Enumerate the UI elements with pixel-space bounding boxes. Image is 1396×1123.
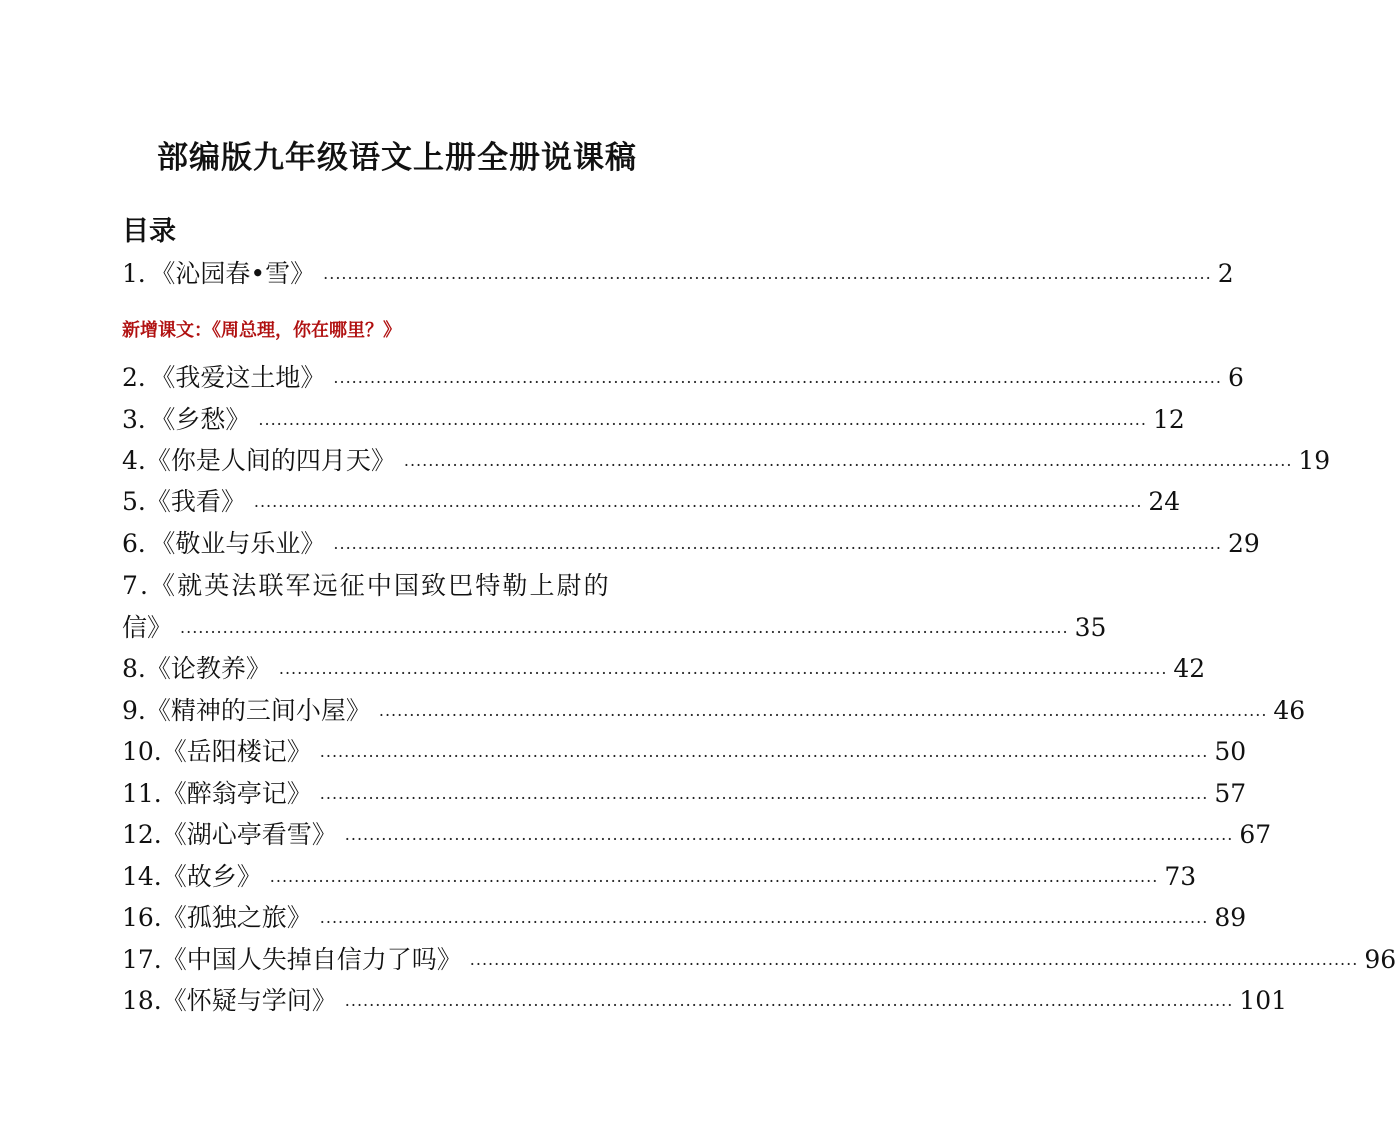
toc-entry[interactable] <box>122 400 1185 440</box>
toc-entry-label: 9.《精神的三间小屋》 <box>122 696 371 725</box>
toc-entry-page: 96 <box>1364 945 1396 974</box>
toc-entry[interactable] <box>122 254 1234 294</box>
new-text-note: 新增课文：《周总理，你在哪里？》 <box>122 320 401 341</box>
toc-leader-dots: .................................................................................................................................................. <box>333 368 1222 387</box>
toc-entry-page: 35 <box>1074 613 1107 642</box>
toc-entry-label: 14.《故乡》 <box>122 862 262 891</box>
toc-leader-dots: .................................................................................................................................................. <box>319 742 1209 761</box>
toc-entry[interactable] <box>122 691 1306 731</box>
toc-entry-page: 57 <box>1214 779 1247 808</box>
toc-entry-page: 50 <box>1214 737 1247 766</box>
toc-leader-dots: .................................................................................................................................................. <box>180 618 1069 637</box>
toc-entry-label: 18.《怀疑与学问》 <box>122 986 337 1015</box>
toc-leader-dots: .................................................................................................................................................. <box>344 825 1234 844</box>
toc-leader-dots: .................................................................................................................................................. <box>323 264 1212 283</box>
toc-entry-label: 12.《湖心亭看雪》 <box>122 820 337 849</box>
toc-entry[interactable] <box>122 898 1247 938</box>
toc-entry[interactable] <box>122 774 1247 814</box>
toc-leader-dots: .................................................................................................................................................. <box>378 701 1268 720</box>
toc-entry-label: 5.《我看》 <box>122 487 246 516</box>
toc-entry[interactable] <box>122 649 1206 689</box>
toc-leader-dots: .................................................................................................................................................. <box>319 784 1209 803</box>
toc-leader-dots: .................................................................................................................................................. <box>253 492 1143 511</box>
toc-leader-dots: .................................................................................................................................................. <box>319 908 1209 927</box>
toc-leader-dots: .................................................................................................................................................. <box>333 534 1222 553</box>
toc-entry-label: 信》 <box>122 613 173 642</box>
toc-entry-label: 16.《孤独之旅》 <box>122 903 312 932</box>
toc-entry[interactable] <box>122 981 1288 1021</box>
toc-entry-page: 73 <box>1164 862 1197 891</box>
toc-leader-dots: .................................................................................................................................................. <box>258 410 1147 429</box>
toc-entry-label: 8.《论教养》 <box>122 654 271 683</box>
toc-entry[interactable] <box>122 482 1181 522</box>
toc-entry-page: 29 <box>1227 529 1260 558</box>
toc-leader-dots: .................................................................................................................................................. <box>269 867 1159 886</box>
toc-entry-page: 67 <box>1239 820 1272 849</box>
document-title: 部编版九年级语文上册全册说课稿 <box>157 140 637 176</box>
toc-entry[interactable] <box>122 940 1396 980</box>
toc-leader-dots: .................................................................................................................................................. <box>278 659 1168 678</box>
toc-entry[interactable] <box>122 608 1107 648</box>
toc-entry[interactable] <box>122 732 1247 772</box>
toc-entry-label: 10.《岳阳楼记》 <box>122 737 312 766</box>
toc-leader-dots: .................................................................................................................................................. <box>344 991 1234 1010</box>
toc-entry-page: 19 <box>1298 446 1331 475</box>
toc-entry[interactable] <box>122 815 1272 855</box>
toc-entry-page: 6 <box>1227 363 1244 392</box>
toc-entry-page: 46 <box>1273 696 1306 725</box>
toc-entry-page: 24 <box>1148 487 1181 516</box>
toc-entry-label: 6．《敬业与乐业》 <box>122 529 326 558</box>
toc-entry[interactable] <box>122 524 1260 564</box>
toc-entry-page: 12 <box>1152 405 1185 434</box>
toc-entry-label: 3．《乡愁》 <box>122 405 251 434</box>
toc-leader-dots: .................................................................................................................................................. <box>403 451 1293 470</box>
toc-entry[interactable] <box>122 358 1244 398</box>
toc-entry-label: 1．《沁园春•雪》 <box>122 259 316 288</box>
toc-entry-label: 4.《你是人间的四月天》 <box>122 446 396 475</box>
toc-entry[interactable] <box>122 857 1197 897</box>
toc-entry-label: 11.《醉翁亭记》 <box>122 779 312 808</box>
toc-heading: 目录 <box>122 216 176 247</box>
toc-entry-page: 42 <box>1173 654 1206 683</box>
toc-entry-page: 89 <box>1214 903 1247 932</box>
toc-entry[interactable] <box>122 441 1331 481</box>
toc-entry-page: 2 <box>1217 259 1234 288</box>
toc-entry-label: 2．《我爱这土地》 <box>122 363 326 392</box>
toc-entry-page: 101 <box>1239 986 1288 1015</box>
toc-leader-dots: .................................................................................................................................................. <box>469 950 1359 969</box>
toc-entry-label: 17.《中国人失掉自信力了吗》 <box>122 945 462 974</box>
toc-entry-label-line1[interactable]: 7.《就英法联军远征中国致巴特勒上尉的 <box>122 571 611 600</box>
